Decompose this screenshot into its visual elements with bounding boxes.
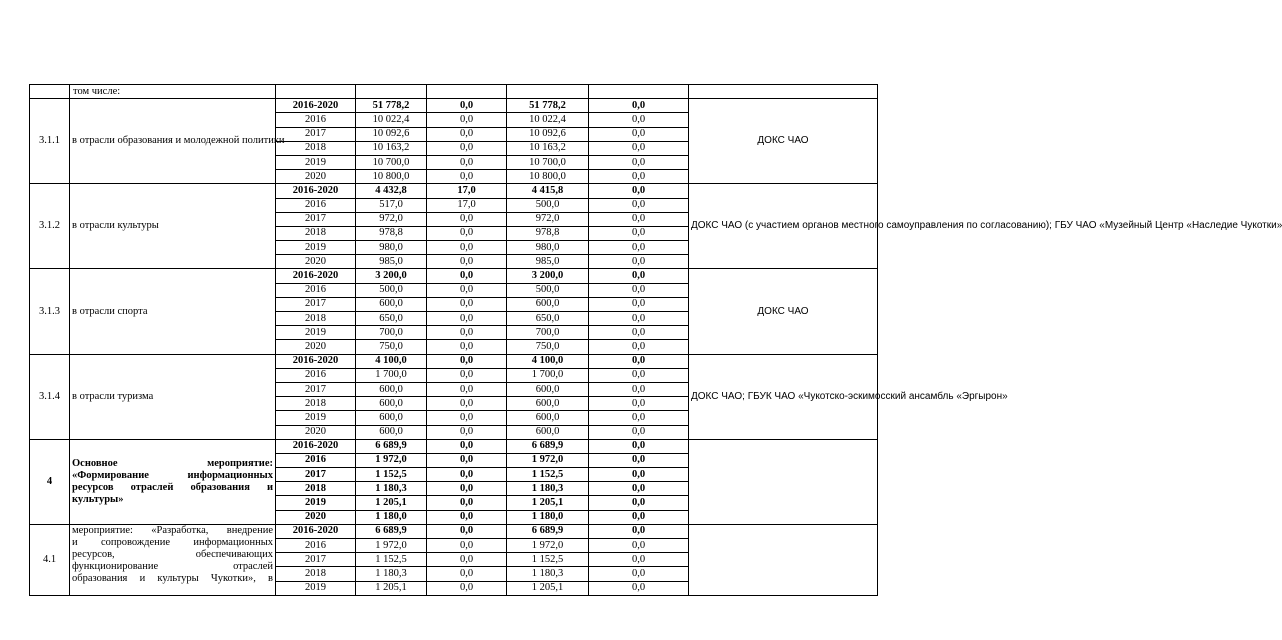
intro-text: том числе: (70, 85, 276, 99)
total-cell: 3 200,0 (356, 269, 427, 283)
federal-budget-cell: 0,0 (427, 581, 507, 595)
district-budget-cell: 1 152,5 (507, 468, 589, 482)
other-sources-cell: 0,0 (589, 382, 689, 396)
other-sources-cell: 0,0 (589, 439, 689, 453)
year-cell: 2018 (276, 397, 356, 411)
executor-cell: ДОКС ЧАО (689, 269, 878, 354)
total-cell: 978,8 (356, 226, 427, 240)
other-sources-cell: 0,0 (589, 425, 689, 439)
federal-budget-cell: 0,0 (427, 439, 507, 453)
federal-budget-cell: 0,0 (427, 397, 507, 411)
district-budget-cell: 51 778,2 (507, 99, 589, 113)
federal-budget-cell: 0,0 (427, 255, 507, 269)
section-name-text: в отрасли культуры (72, 220, 159, 232)
other-sources-cell: 0,0 (589, 539, 689, 553)
federal-budget-cell: 0,0 (427, 510, 507, 524)
district-budget-cell: 600,0 (507, 425, 589, 439)
year-cell: 2019 (276, 411, 356, 425)
other-sources-cell: 0,0 (589, 141, 689, 155)
federal-budget-cell: 0,0 (427, 155, 507, 169)
district-budget-cell: 980,0 (507, 241, 589, 255)
year-cell: 2016 (276, 113, 356, 127)
district-budget-cell: 3 200,0 (507, 269, 589, 283)
total-cell: 1 180,3 (356, 567, 427, 581)
other-sources-cell: 0,0 (589, 354, 689, 368)
year-cell: 2018 (276, 141, 356, 155)
total-cell: 1 180,3 (356, 482, 427, 496)
year-cell: 2018 (276, 482, 356, 496)
total-cell: 4 432,8 (356, 184, 427, 198)
executor-cell (689, 439, 878, 524)
table-row (30, 439, 878, 453)
executor-cell: ДОКС ЧАО; ГБУК ЧАО «Чукотско-эскимосский ансамбль «Эргырон» (689, 354, 878, 439)
other-sources-cell: 0,0 (589, 496, 689, 510)
total-cell: 1 205,1 (356, 496, 427, 510)
total-cell: 600,0 (356, 397, 427, 411)
district-budget-cell: 500,0 (507, 198, 589, 212)
section-number: 4.1 (30, 524, 70, 595)
executor-cell (689, 524, 878, 595)
year-cell: 2020 (276, 170, 356, 184)
section-name (70, 269, 276, 354)
total-cell: 600,0 (356, 297, 427, 311)
section-number: 3.1.2 (30, 184, 70, 269)
total-cell: 517,0 (356, 198, 427, 212)
federal-budget-cell: 0,0 (427, 496, 507, 510)
section-name (70, 354, 276, 439)
other-sources-cell: 0,0 (589, 453, 689, 467)
other-sources-cell: 0,0 (589, 226, 689, 240)
federal-budget-cell: 0,0 (427, 524, 507, 538)
total-cell: 972,0 (356, 212, 427, 226)
federal-budget-cell: 0,0 (427, 226, 507, 240)
year-cell: 2018 (276, 226, 356, 240)
federal-budget-cell: 0,0 (427, 482, 507, 496)
other-sources-cell: 0,0 (589, 170, 689, 184)
year-cell: 2017 (276, 468, 356, 482)
year-cell: 2017 (276, 127, 356, 141)
district-budget-cell: 10 163,2 (507, 141, 589, 155)
other-sources-cell: 0,0 (589, 326, 689, 340)
federal-budget-cell: 0,0 (427, 411, 507, 425)
year-cell: 2016 (276, 198, 356, 212)
section-name (70, 439, 276, 524)
federal-budget-cell: 0,0 (427, 312, 507, 326)
total-cell: 500,0 (356, 283, 427, 297)
total-cell: 1 972,0 (356, 453, 427, 467)
total-cell: 600,0 (356, 411, 427, 425)
district-budget-cell: 978,8 (507, 226, 589, 240)
federal-budget-cell: 0,0 (427, 127, 507, 141)
section-name-line: функционирование отраслей (72, 560, 273, 572)
executor-cell: ДОКС ЧАО (с участием органов местного самоуправления по согласованию); ГБУ ЧАО «Музейный Центр «Наследие Чукотки» (689, 184, 878, 269)
federal-budget-cell: 0,0 (427, 297, 507, 311)
district-budget-cell: 4 100,0 (507, 354, 589, 368)
other-sources-cell: 0,0 (589, 113, 689, 127)
federal-budget-cell: 0,0 (427, 269, 507, 283)
other-sources-cell: 0,0 (589, 198, 689, 212)
year-cell: 2020 (276, 340, 356, 354)
total-cell: 51 778,2 (356, 99, 427, 113)
district-budget-cell: 6 689,9 (507, 524, 589, 538)
total-cell: 6 689,9 (356, 524, 427, 538)
other-sources-cell: 0,0 (589, 411, 689, 425)
section-name-line: и сопровождение информационных (72, 536, 273, 548)
federal-budget-cell: 0,0 (427, 99, 507, 113)
district-budget-cell: 1 180,0 (507, 510, 589, 524)
year-cell: 2019 (276, 326, 356, 340)
district-budget-cell: 985,0 (507, 255, 589, 269)
federal-budget-cell: 0,0 (427, 283, 507, 297)
district-budget-cell: 1 152,5 (507, 553, 589, 567)
section-number: 3.1.1 (30, 99, 70, 184)
section-name-text: в отрасли туризма (72, 390, 154, 402)
year-cell: 2016 (276, 283, 356, 297)
other-sources-cell: 0,0 (589, 155, 689, 169)
section-name (70, 184, 276, 269)
total-cell: 600,0 (356, 382, 427, 396)
other-sources-cell: 0,0 (589, 255, 689, 269)
federal-budget-cell: 0,0 (427, 141, 507, 155)
total-cell: 1 152,5 (356, 553, 427, 567)
district-budget-cell: 1 700,0 (507, 368, 589, 382)
section-name-line: ресурсов, обеспечивающих (72, 548, 273, 560)
total-cell: 10 700,0 (356, 155, 427, 169)
total-cell: 985,0 (356, 255, 427, 269)
district-budget-cell: 1 205,1 (507, 581, 589, 595)
other-sources-cell: 0,0 (589, 553, 689, 567)
year-cell: 2019 (276, 581, 356, 595)
section-number: 3.1.4 (30, 354, 70, 439)
total-cell: 650,0 (356, 312, 427, 326)
section-name-line: образования и культуры Чукотки», в (72, 572, 273, 584)
federal-budget-cell: 0,0 (427, 170, 507, 184)
year-cell: 2020 (276, 255, 356, 269)
district-budget-cell: 4 415,8 (507, 184, 589, 198)
district-budget-cell: 10 022,4 (507, 113, 589, 127)
federal-budget-cell: 0,0 (427, 212, 507, 226)
other-sources-cell: 0,0 (589, 297, 689, 311)
federal-budget-cell: 0,0 (427, 241, 507, 255)
district-budget-cell: 600,0 (507, 411, 589, 425)
district-budget-cell: 972,0 (507, 212, 589, 226)
district-budget-cell: 1 180,3 (507, 567, 589, 581)
federal-budget-cell: 0,0 (427, 340, 507, 354)
other-sources-cell: 0,0 (589, 99, 689, 113)
year-cell: 2019 (276, 155, 356, 169)
total-cell: 980,0 (356, 241, 427, 255)
intro-num-cell (30, 85, 70, 99)
table-body (30, 85, 1282, 596)
section-name-line: культуры» (72, 493, 124, 505)
total-cell: 1 700,0 (356, 368, 427, 382)
other-sources-cell: 0,0 (589, 212, 689, 226)
year-cell: 2020 (276, 510, 356, 524)
district-budget-cell: 700,0 (507, 326, 589, 340)
other-sources-cell: 0,0 (589, 283, 689, 297)
year-cell: 2018 (276, 567, 356, 581)
other-sources-cell: 0,0 (589, 524, 689, 538)
year-cell: 2017 (276, 212, 356, 226)
total-cell: 1 180,0 (356, 510, 427, 524)
section-number: 3.1.3 (30, 269, 70, 354)
district-budget-cell: 600,0 (507, 297, 589, 311)
year-cell: 2016-2020 (276, 269, 356, 283)
total-cell: 1 972,0 (356, 539, 427, 553)
section-name-line: мероприятие: «Разработка, внедрение (72, 524, 273, 536)
district-budget-cell: 1 972,0 (507, 539, 589, 553)
federal-budget-cell: 17,0 (427, 198, 507, 212)
total-cell: 700,0 (356, 326, 427, 340)
other-sources-cell: 0,0 (589, 241, 689, 255)
section-number: 4 (30, 439, 70, 524)
other-sources-cell: 0,0 (589, 482, 689, 496)
section-name-line: «Формирование информационных (72, 469, 273, 481)
district-budget-cell: 1 205,1 (507, 496, 589, 510)
year-cell: 2019 (276, 241, 356, 255)
district-budget-cell: 10 092,6 (507, 127, 589, 141)
federal-budget-cell: 17,0 (427, 184, 507, 198)
total-cell: 10 022,4 (356, 113, 427, 127)
section-name-line: Основное мероприятие: (72, 457, 273, 469)
year-cell: 2016-2020 (276, 99, 356, 113)
district-budget-cell: 6 689,9 (507, 439, 589, 453)
federal-budget-cell: 0,0 (427, 382, 507, 396)
section-name (70, 99, 285, 184)
federal-budget-cell: 0,0 (427, 567, 507, 581)
federal-budget-cell: 0,0 (427, 468, 507, 482)
year-cell: 2016 (276, 453, 356, 467)
district-budget-cell: 1 972,0 (507, 453, 589, 467)
federal-budget-cell: 0,0 (427, 553, 507, 567)
other-sources-cell: 0,0 (589, 340, 689, 354)
section-name-line: ресурсов отраслей образования и (72, 481, 273, 493)
year-cell: 2020 (276, 425, 356, 439)
total-cell: 10 163,2 (356, 141, 427, 155)
section-name (70, 524, 276, 595)
year-cell: 2016-2020 (276, 184, 356, 198)
table-row (30, 269, 878, 283)
district-budget-cell: 1 180,3 (507, 482, 589, 496)
district-budget-cell: 500,0 (507, 283, 589, 297)
total-cell: 1 205,1 (356, 581, 427, 595)
year-cell: 2016-2020 (276, 524, 356, 538)
district-budget-cell: 600,0 (507, 382, 589, 396)
district-budget-cell: 650,0 (507, 312, 589, 326)
other-sources-cell: 0,0 (589, 368, 689, 382)
federal-budget-cell: 0,0 (427, 326, 507, 340)
other-sources-cell: 0,0 (589, 269, 689, 283)
federal-budget-cell: 0,0 (427, 425, 507, 439)
total-cell: 4 100,0 (356, 354, 427, 368)
table-row (30, 524, 878, 538)
federal-budget-cell: 0,0 (427, 368, 507, 382)
intro-row (30, 85, 878, 99)
total-cell: 1 152,5 (356, 468, 427, 482)
year-cell: 2016-2020 (276, 439, 356, 453)
total-cell: 600,0 (356, 425, 427, 439)
other-sources-cell: 0,0 (589, 397, 689, 411)
executor-cell: ДОКС ЧАО (689, 99, 878, 184)
total-cell: 750,0 (356, 340, 427, 354)
other-sources-cell: 0,0 (589, 581, 689, 595)
table-row (30, 184, 878, 198)
other-sources-cell: 0,0 (589, 184, 689, 198)
other-sources-cell: 0,0 (589, 567, 689, 581)
section-name-text: в отрасли спорта (72, 305, 148, 317)
year-cell: 2016-2020 (276, 354, 356, 368)
total-cell: 6 689,9 (356, 439, 427, 453)
district-budget-cell: 10 800,0 (507, 170, 589, 184)
other-sources-cell: 0,0 (589, 312, 689, 326)
district-budget-cell: 10 700,0 (507, 155, 589, 169)
section-name-text: в отрасли образования и молодежной политики (72, 135, 285, 147)
budget-table (29, 84, 1282, 596)
other-sources-cell: 0,0 (589, 127, 689, 141)
district-budget-cell: 750,0 (507, 340, 589, 354)
other-sources-cell: 0,0 (589, 468, 689, 482)
year-cell: 2017 (276, 297, 356, 311)
year-cell: 2016 (276, 539, 356, 553)
year-cell: 2017 (276, 382, 356, 396)
total-cell: 10 800,0 (356, 170, 427, 184)
federal-budget-cell: 0,0 (427, 453, 507, 467)
federal-budget-cell: 0,0 (427, 539, 507, 553)
year-cell: 2016 (276, 368, 356, 382)
district-budget-cell: 600,0 (507, 397, 589, 411)
year-cell: 2017 (276, 553, 356, 567)
table-row (30, 99, 878, 113)
federal-budget-cell: 0,0 (427, 113, 507, 127)
total-cell: 10 092,6 (356, 127, 427, 141)
table-row (30, 354, 878, 368)
year-cell: 2019 (276, 496, 356, 510)
year-cell: 2018 (276, 312, 356, 326)
other-sources-cell: 0,0 (589, 510, 689, 524)
federal-budget-cell: 0,0 (427, 354, 507, 368)
